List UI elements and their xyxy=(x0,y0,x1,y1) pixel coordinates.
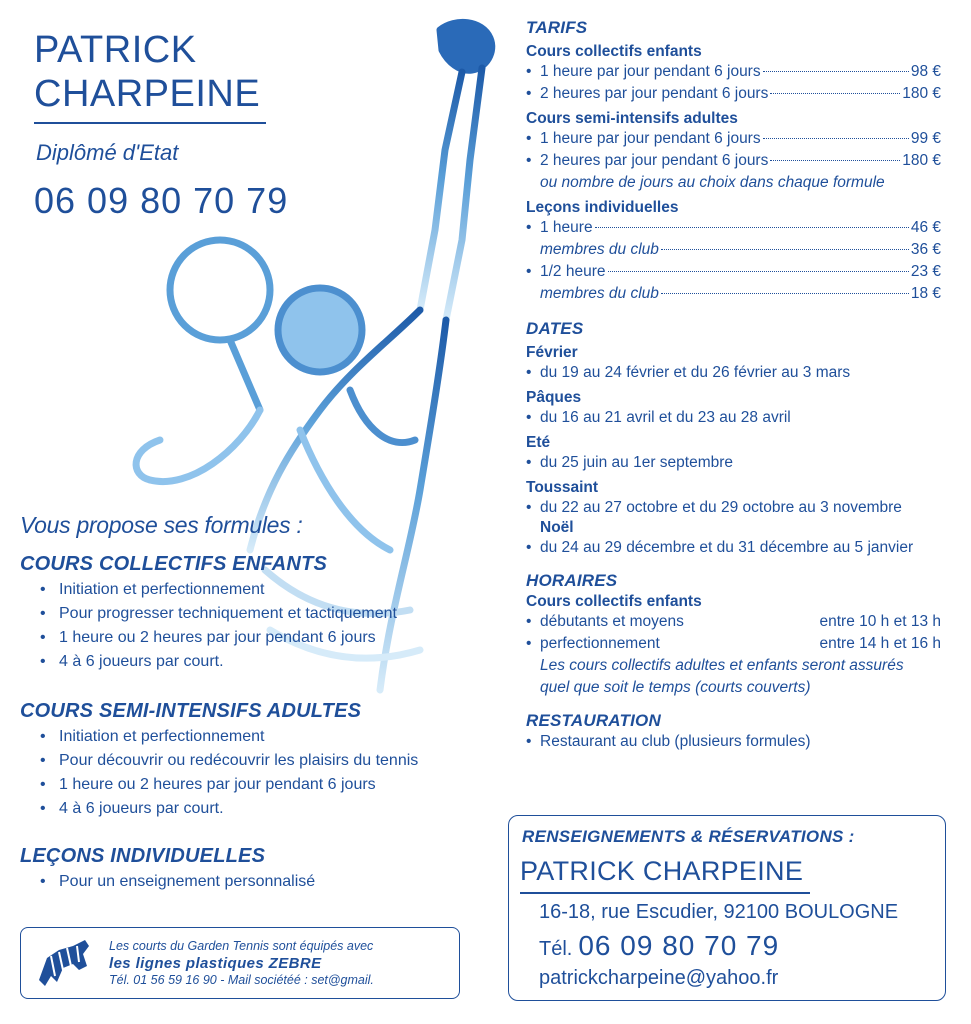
coach-first-name: PATRICK xyxy=(34,29,197,71)
section-title: COURS COLLECTIFS ENFANTS xyxy=(20,553,328,575)
contact-address: 16-18, rue Escudier, 92100 BOULOGNE xyxy=(539,901,899,923)
list-item: • 1 heure ou 2 heures par jour pendant 6 jours xyxy=(40,773,418,797)
horaires-sub: Cours collectifs enfants xyxy=(526,593,702,610)
date-row: • du 25 juin au 1er septembre xyxy=(526,452,941,474)
coach-last-name: CHARPEINE xyxy=(34,73,261,115)
contact-box xyxy=(508,815,946,1001)
formules-intro: Vous propose ses formules : xyxy=(20,512,303,538)
list-item: • 4 à 6 joueurs par court. xyxy=(40,650,397,674)
right-column xyxy=(526,18,941,753)
price-row: membres du club 18 € xyxy=(540,285,941,302)
date-row: • du 16 au 21 avril et du 23 au 28 avril xyxy=(526,407,941,429)
price-row: • 1 heure par jour pendant 6 jours 99 € xyxy=(526,128,941,150)
zebre-line-2: les lignes plastiques ZEBRE xyxy=(109,955,322,972)
contact-phone-label: Tél. xyxy=(539,938,573,960)
contact-name: PATRICK CHARPEINE xyxy=(520,856,804,886)
tarifs-title: TARIFS xyxy=(526,18,588,37)
name-underline xyxy=(34,122,266,124)
zebre-line-3: Tél. 01 56 59 16 90 - Mail sociétéé : set@gmail. xyxy=(109,973,374,987)
section-lecons xyxy=(20,845,315,894)
date-row: • du 22 au 27 octobre et du 29 octobre au 3 novembre xyxy=(526,497,941,519)
list-item: • 4 à 6 joueurs par court. xyxy=(40,797,418,821)
tarifs-adultes-note: ou nombre de jours au choix dans chaque formule xyxy=(540,174,885,191)
list-item: • Pour progresser techniquement et tactiquement xyxy=(40,602,397,626)
list-item: • Pour découvrir ou redécouvrir les plaisirs du tennis xyxy=(40,749,418,773)
contact-phone-number[interactable]: 06 09 80 70 79 xyxy=(578,930,780,961)
restauration-title: RESTAURATION xyxy=(526,711,661,730)
list-item: • Pour un enseignement personnalisé xyxy=(40,870,315,894)
dates-toussaint-title: Toussaint xyxy=(526,479,599,496)
price-row: • 1 heure par jour pendant 6 jours 98 € xyxy=(526,61,941,83)
section-title: LEÇONS INDIVIDUELLES xyxy=(20,845,266,867)
date-row: • du 19 au 24 février et du 26 février au 3 mars xyxy=(526,362,941,384)
dates-title: DATES xyxy=(526,319,584,338)
horaires-title: HORAIRES xyxy=(526,571,618,590)
price-row: • 2 heures par jour pendant 6 jours 180 € xyxy=(526,83,941,105)
contact-phone[interactable] xyxy=(539,930,779,962)
tarifs-lecons-title: Leçons individuelles xyxy=(526,199,679,216)
horaire-row: • débutants et moyens entre 10 h et 13 h xyxy=(526,611,941,633)
zebre-sponsor-box xyxy=(20,927,460,999)
zebre-line-1: Les courts du Garden Tennis sont équipés avec xyxy=(109,939,374,953)
section-cours-enfants xyxy=(20,553,397,674)
horaires-note-2: quel que soit le temps (courts couverts) xyxy=(540,679,811,696)
contact-email-link[interactable]: patrickcharpeine@yahoo.fr xyxy=(539,967,779,989)
section-title: COURS SEMI-INTENSIFS ADULTES xyxy=(20,700,362,722)
price-row: • 1 heure 46 € xyxy=(526,217,941,239)
diploma-text: Diplômé d'Etat xyxy=(36,140,179,165)
list-item: • Initiation et perfectionnement xyxy=(40,578,397,602)
price-row: • 1/2 heure 23 € xyxy=(526,261,941,283)
zebra-icon xyxy=(33,936,95,990)
dates-ete-title: Eté xyxy=(526,434,551,451)
horaires-note-1: Les cours collectifs adultes et enfants seront assurés xyxy=(540,657,904,674)
date-row: • du 24 au 29 décembre et du 31 décembre au 5 janvier xyxy=(526,537,941,559)
list-item: • 1 heure ou 2 heures par jour pendant 6 jours xyxy=(40,626,397,650)
restauration-item: • Restaurant au club (plusieurs formules) xyxy=(526,731,941,753)
contact-name-underline xyxy=(520,892,810,894)
horaire-row: • perfectionnement entre 14 h et 16 h xyxy=(526,633,941,655)
list-item: • Initiation et perfectionnement xyxy=(40,725,418,749)
header-phone: 06 09 80 70 79 xyxy=(34,180,289,221)
dates-paques-title: Pâques xyxy=(526,389,582,406)
dates-noel-title: Noël xyxy=(540,519,574,536)
coach-name-block xyxy=(34,28,266,124)
contact-title: RENSEIGNEMENTS & RÉSERVATIONS : xyxy=(522,827,855,846)
dates-fevrier-title: Février xyxy=(526,344,578,361)
tarifs-enfants-title: Cours collectifs enfants xyxy=(526,43,702,60)
price-row: • 2 heures par jour pendant 6 jours 180 € xyxy=(526,150,941,172)
section-cours-adultes xyxy=(20,700,418,821)
price-row: membres du club 36 € xyxy=(540,241,941,258)
tarifs-adultes-title: Cours semi-intensifs adultes xyxy=(526,110,738,127)
